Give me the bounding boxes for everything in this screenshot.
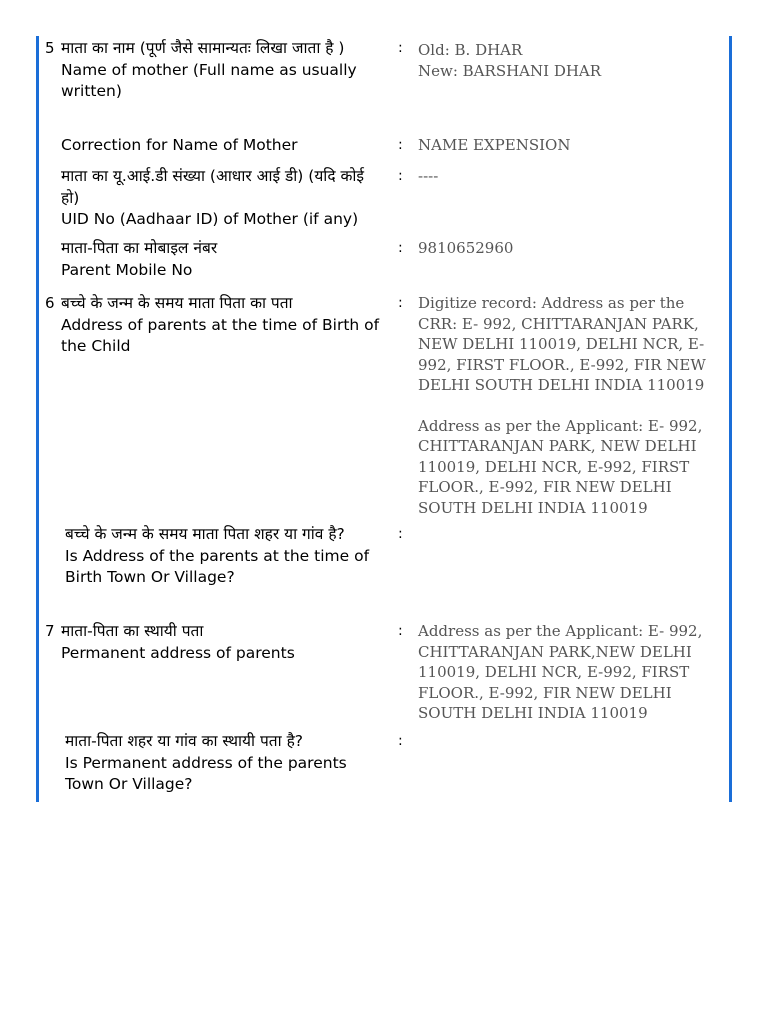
label-hindi: माता-पिता का मोबाइल नंबर bbox=[61, 239, 218, 257]
label-english: Name of mother (Full name as usually written) bbox=[61, 60, 357, 100]
field-label bbox=[61, 166, 383, 231]
colon-separator: : bbox=[398, 623, 403, 639]
label-english: Is Permanent address of the parents Town Or Village? bbox=[65, 753, 347, 793]
field-label bbox=[61, 135, 383, 157]
label-english: Parent Mobile No bbox=[61, 260, 193, 279]
label-hindi: माता-पिता शहर या गांव का स्थायी पता है? bbox=[65, 732, 304, 750]
label-hindi: बच्चे के जन्म के समय माता पिता शहर या गांव है? bbox=[65, 525, 345, 543]
field-value bbox=[418, 40, 728, 81]
field-label bbox=[61, 238, 383, 281]
value-digitized-address: Digitize record: Address as per the CRR: E- 992, CHITTARANJAN PARK, NEW DELHI 110019, DELHI NCR, E-992, FIRST FLOOR., E-992, FIR NEW DELHI SOUTH DELHI INDIA 110019 bbox=[418, 294, 706, 394]
form-left-border bbox=[36, 36, 39, 802]
value-line-old: Old: B. DHAR bbox=[418, 41, 523, 59]
label-hindi: माता का यू.आई.डी संख्या (आधार आई डी) (यदि कोई हो) bbox=[61, 167, 365, 207]
field-value bbox=[418, 166, 728, 187]
field-label bbox=[61, 293, 383, 358]
colon-separator: : bbox=[398, 733, 403, 749]
label-english: Permanent address of parents bbox=[61, 643, 295, 662]
label-english: Correction for Name of Mother bbox=[61, 136, 298, 154]
colon-separator: : bbox=[398, 295, 403, 311]
label-english: UID No (Aadhaar ID) of Mother (if any) bbox=[61, 210, 359, 228]
colon-separator: : bbox=[398, 526, 403, 542]
colon-separator: : bbox=[398, 40, 403, 56]
label-hindi: माता का नाम (पूर्ण जैसे सामान्यतः लिखा जाता है ) bbox=[61, 39, 345, 57]
field-value bbox=[418, 238, 728, 259]
label-english: Address of parents at the time of Birth of the Child bbox=[61, 315, 380, 355]
value-line: ---- bbox=[418, 167, 439, 185]
colon-separator: : bbox=[398, 137, 403, 153]
value-line: NAME EXPENSION bbox=[418, 136, 571, 154]
form-right-border bbox=[729, 36, 732, 802]
value-applicant-address: Address as per the Applicant: E- 992, CHITTARANJAN PARK,NEW DELHI 110019, DELHI NCR, E-992, FIRST FLOOR., E-992, FIR NEW DELHI SOUTH DELHI INDIA 110019 bbox=[418, 622, 703, 722]
field-label bbox=[61, 621, 383, 664]
value-line-new: New: BARSHANI DHAR bbox=[418, 61, 602, 80]
field-value bbox=[418, 621, 728, 724]
colon-separator: : bbox=[398, 168, 403, 184]
value-line: 9810652960 bbox=[418, 239, 514, 257]
label-hindi: बच्चे के जन्म के समय माता पिता का पता bbox=[61, 294, 293, 312]
field-label bbox=[65, 524, 383, 589]
field-label bbox=[61, 38, 383, 103]
label-english: Is Address of the parents at the time of Birth Town Or Village? bbox=[65, 546, 370, 586]
value-applicant-address: Address as per the Applicant: E- 992, CHITTARANJAN PARK, NEW DELHI 110019, DELHI NCR, E-992, FIRST FLOOR., E-992, FIR NEW DELHI SOUTH DELHI INDIA 110019 bbox=[418, 416, 703, 517]
label-hindi: माता-पिता का स्थायी पता bbox=[61, 622, 204, 640]
field-value bbox=[418, 135, 728, 156]
colon-separator: : bbox=[398, 240, 403, 256]
item-number: 7 bbox=[45, 622, 55, 640]
item-number: 5 bbox=[45, 39, 55, 57]
item-number: 6 bbox=[45, 294, 55, 312]
field-label bbox=[65, 731, 383, 796]
field-value bbox=[418, 293, 728, 518]
